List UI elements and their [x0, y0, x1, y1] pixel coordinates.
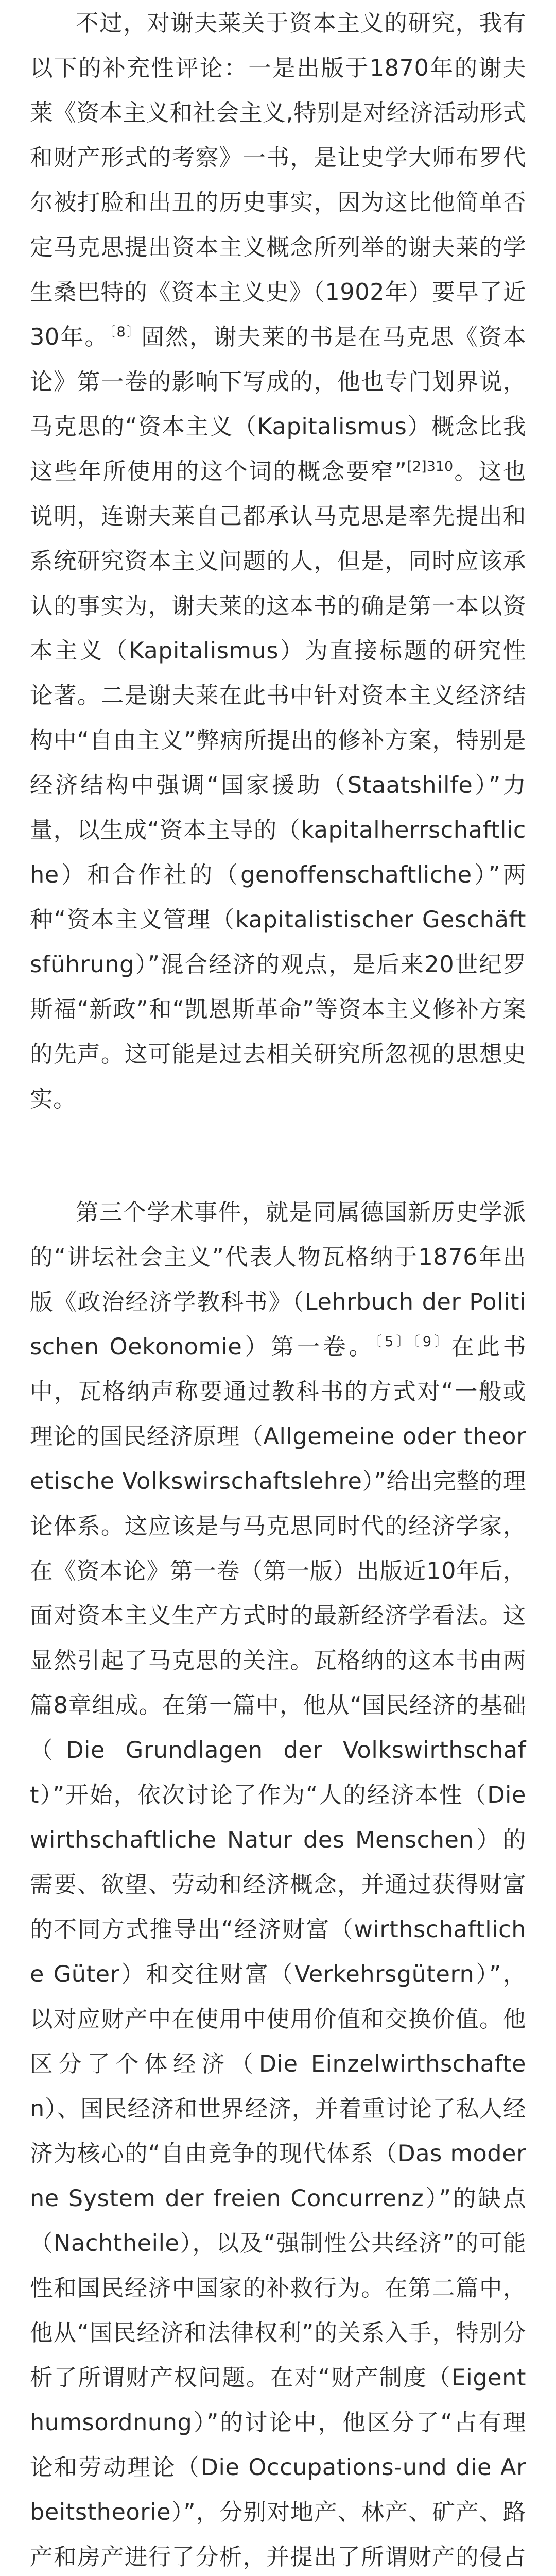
citation-marker[interactable]: 〔5〕〔9〕 — [375, 1334, 451, 1350]
citation-marker[interactable]: 〔8〕 — [109, 324, 142, 341]
paragraph-text: 固然，谢夫莱的书是在马克思《资本论》第一卷的影响下写成的，他也专门划界说，马克思的“资本主义（Kapitalismus）概念比我这些年所使用的这个词的概念要窄” — [30, 324, 526, 485]
paragraph-text: 不过，对谢夫莱关于资本主义的研究，我有以下的补充性评论：一是出版于1870年的谢夫莱《资本主义和社会主义,特别是对经济活动形式和财产形式的考察》一书，是让史学大师布罗代尔被打脸和出丑的历史事实，因为这比他简单否定马克思提出资本主义概念所列举的谢夫莱的学生桑巴特的《资本主义史》（1902年）要早了近30年。 — [30, 10, 526, 350]
paragraph-text: 在此书中，瓦格纳声称要通过教科书的方式对“一般或理论的国民经济原理（Allgemeine oder theoretische Volkswirschaftslehre）”给出完整的理论体系。这应该是与马克思同时代的经济学家，在《资本论》第一卷（第一版）出版近10年后，面对资本主义生产方式时的最新经济学看法。这显然引起了马克思的关注。瓦格纳的这本书由两篇8章组成。在第一篇中，他从“国民经济的基础（Die Grundlagen der Volkswirthschaft）”开始，依次讨论了作为“人的经济本性（Die wirthschaftliche Natur des Menschen）的需要、欲望、劳动和经济概念，并通过获得财富的不同方式推导出“经济财富（wirthschaftliche Güter）和交往财富（Verkehrsgütern）”，以对应财产中在使用中使用价值和交换价值。他区分了个体经济（Die Einzelwirthschaften）、国民经济和世界经济，并着重讨论了私人经济为核心的“自由竞争的现代体系（Das moderne System der freien Concurrenz）”的缺点（Nachtheile），以及“强制性公共经济”的可能性和国民经济中国家的补救行为。在第二篇中，他从“国民经济和法律权利”的关系入手，特别分析了所谓财产权问题。在对“财产制度（Eigenthumsordnung）”的讨论中，他区分了“占有理论和劳动理论（Die Occupations-und die Arbeitstheorie）”，分别对地产、林产、矿产、路产和房产进行了分析，并提出了所谓财产的侵占 — [30, 1334, 526, 2570]
paragraph-text: 。这也说明，连谢夫莱自己都承认马克思是率先提出和系统研究资本主义问题的人，但是，同时应该承认的事实为，谢夫莱的这本书的确是第一本以资本主义（Kapitalismus）为直接标题的研究性论著。二是谢夫莱在此书中针对资本主义经济结构中“自由主义”弊病所提出的修补方案，特别是经济结构中强调“国家援助（Staatshilfe）”力量，以生成“资本主导的（kapitalherrschaftliche）和合作社的（genoffenschaftliche）”两种“资本主义管理（kapitalistischer Geschäftsführung）”混合经济的观点，是后来20世纪罗斯福“新政”和“凯恩斯革命”等资本主义修补方案的先声。这可能是过去相关研究所忽视的思想史实。 — [30, 459, 526, 1112]
paragraph-text: 第三个学术事件，就是同属德国新历史学派的“讲坛社会主义”代表人物瓦格纳于1876年出版《政治经济学教科书》（Lehrbuch der Politischen Oekonomie）第一卷。 — [30, 1199, 526, 1360]
paragraph-schaeffle — [30, 0, 526, 1122]
citation-marker[interactable]: [2]310 — [407, 459, 454, 475]
paragraph-wagner — [30, 1190, 526, 2576]
article-body — [30, 0, 526, 2576]
